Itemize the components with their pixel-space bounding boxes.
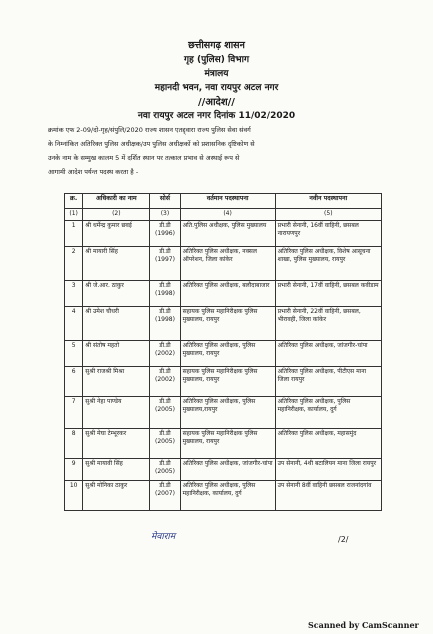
colnum: (3) (150, 209, 180, 221)
cell-name: सुश्री नेहा पाण्डेय (83, 397, 150, 429)
cell-name: सुश्री राजश्री मिश्रा (83, 367, 150, 397)
cell-new-posting: प्रभारी सेनानी, 22वीं वाहिनी, छसबल, भीरावही, जिला कांकेर (275, 307, 381, 341)
table-row (65, 281, 382, 307)
cell-current-posting: अतिरिक्त पुलिस अधीक्षक, नक्सल ऑपरेशन, जिला कांकेर (180, 247, 275, 281)
cell-source: डी.डी (2007) (150, 481, 180, 511)
cell-name: श्री मायारी सिंह (83, 247, 150, 281)
cell-serial: 2 (65, 247, 83, 281)
cell-source: डी.डी (2005) (150, 397, 180, 429)
cell-source: डी.डी (2002) (150, 367, 180, 397)
table-row (65, 459, 382, 481)
table-row (65, 429, 382, 459)
cell-current-posting: अतिरिक्त पुलिस अधीक्षक, पुलिस मुख्यालय, रायपुर (180, 341, 275, 367)
cell-name: सुश्री मेघा टेम्भूरकर (83, 429, 150, 459)
cell-name: श्री धर्मेन्द्र कुमार छवई (83, 221, 150, 247)
order-paragraph-line-2: के निम्नांकित अतिरिक्त पुलिस अधीक्षक/उप पुलिस अधीक्षकों को प्रशासनिक दृष्टिकोण से (48, 140, 255, 148)
colnum: (5) (275, 209, 381, 221)
colnum: (1) (65, 209, 83, 221)
cell-new-posting: उप सेनानी, 4थी बटालियन माना जिला रायपुर (275, 459, 381, 481)
table-row (65, 367, 382, 397)
cell-current-posting: अति.पुलिस अधीक्षक, पुलिस मुख्यालय (180, 221, 275, 247)
cell-source: डी.डी (1998) (150, 281, 180, 307)
table-colnum-row (65, 209, 382, 221)
cell-new-posting: अतिरिक्त पुलिस अधीक्षक, पीटीएस माना जिला रायपुर (275, 367, 381, 397)
order-date-line: नवा रायपुर अटल नगर दिनांक 11/02/2020 (137, 111, 296, 121)
cell-serial: 6 (65, 367, 83, 397)
cell-current-posting: अतिरिक्त पुलिस अधीक्षक, पुलिस महानिरीक्षक, कार्यालय, दुर्ग (180, 481, 275, 511)
cell-current-posting: अतिरिक्त पुलिस अधीक्षक, पुलिस मुख्यालय,रायपुर (180, 397, 275, 429)
cell-source: डी.डी (2002) (150, 341, 180, 367)
table-row (65, 307, 382, 341)
col-header-serial: क्र. (65, 194, 83, 209)
table-row (65, 221, 382, 247)
cell-name: श्री संतोष महतो (83, 341, 150, 367)
cell-new-posting: अतिरिक्त पुलिस अधीक्षक, पुलिस महानिरीक्षक, कार्यालय, दुर्ग (275, 397, 381, 429)
cell-serial: 9 (65, 459, 83, 481)
cell-serial: 3 (65, 281, 83, 307)
table-row (65, 397, 382, 429)
posting-table (64, 193, 382, 511)
table-row (65, 341, 382, 367)
signature: मेवाराम (151, 532, 176, 542)
table-row (65, 247, 382, 281)
cell-serial: 7 (65, 397, 83, 429)
cell-source: डी.डी (1997) (150, 247, 180, 281)
address-line: महानदी भवन, नवा रायपुर अटल नगर (154, 83, 279, 93)
order-heading: //आदेश// (198, 97, 235, 108)
cell-source: डी.डी (2005) (150, 429, 180, 459)
scanner-watermark: Scanned by CamScanner (308, 620, 419, 630)
order-paragraph-line-1: क्रमांक एफ 2-09/दो-गृह/संपुलि/2020 राज्य शासन एतद्द्वारा राज्य पुलिस सेवा संवर्ग (48, 126, 251, 134)
order-paragraph-line-4: आगामी आदेश पर्यन्त पदस्थ करता है - (48, 168, 139, 176)
cell-serial: 1 (65, 221, 83, 247)
cell-name: श्री जे.आर. ठाकुर (83, 281, 150, 307)
col-header-current-posting: वर्तमान पदस्थापना (180, 194, 275, 209)
cell-new-posting: प्रभारी सेनानी, 17वीं वाहिनी, छसबल कवीडाम (275, 281, 381, 307)
cell-current-posting: अतिरिक्त पुलिस अधीक्षक, जांजगीर-चांपा (180, 459, 275, 481)
table-header-row (65, 194, 382, 209)
cell-serial: 10 (65, 481, 83, 511)
cell-name: श्री उमेश चौधरी (83, 307, 150, 341)
cell-current-posting: सहायक पुलिस महानिरीक्षक पुलिस मुख्यालय, रायपुर (180, 367, 275, 397)
cell-serial: 8 (65, 429, 83, 459)
table-row (65, 481, 382, 511)
cell-new-posting: उप सेनानी 8वीं वाहिनी छसबल राजनांदगांव (275, 481, 381, 511)
cell-name: सुश्री मायावी सिंह (83, 459, 150, 481)
department-title: गृह (पुलिस) विभाग (183, 55, 250, 65)
govt-title: छत्तीसगढ़ शासन (188, 40, 245, 51)
order-paragraph-line-3: उनके नाम के सम्मुख कालम 5 में दर्शित स्थान पर तत्काल प्रभाव से अस्थाई रूप से (48, 154, 240, 162)
col-header-source: सोर्स (150, 194, 180, 209)
cell-current-posting: अतिरिक्त पुलिस अधीक्षक, बलौदाबाजार (180, 281, 275, 307)
cell-new-posting: अतिरिक्त पुलिस अधीक्षक, महासमुंद (275, 429, 381, 459)
cell-serial: 4 (65, 307, 83, 341)
ministry-title: मंत्रालय (204, 69, 229, 79)
cell-source: डी.डी (1996) (150, 221, 180, 247)
colnum: (2) (83, 209, 150, 221)
cell-serial: 5 (65, 341, 83, 367)
cell-source: डी.डी (2005) (150, 459, 180, 481)
col-header-name: अधिकारी का नाम (83, 194, 150, 209)
col-header-new-posting: नवीन पदस्थापना (275, 194, 381, 209)
cell-name: सुश्री मोनिका ठाकुर (83, 481, 150, 511)
cell-current-posting: सहायक पुलिस महानिरीक्षक पुलिस मुख्यालय, रायपुर (180, 429, 275, 459)
cell-source: डी.डी (1998) (150, 307, 180, 341)
cell-new-posting: अतिरिक्त पुलिस अधीक्षक, जांजगीर-चांपा (275, 341, 381, 367)
cell-new-posting: प्रभारी सेनानी, 16वीं वाहिनी, छसबल नारायणपुर (275, 221, 381, 247)
colnum: (4) (180, 209, 275, 221)
page-mark: /2/ (338, 535, 349, 544)
cell-new-posting: अतिरिक्त पुलिस अधीक्षक, विशेष आसूचना शाखा, पुलिस मुख्यालय, रायपुर (275, 247, 381, 281)
cell-current-posting: सहायक पुलिस महानिरीक्षक पुलिस मुख्यालय, रायपुर (180, 307, 275, 341)
